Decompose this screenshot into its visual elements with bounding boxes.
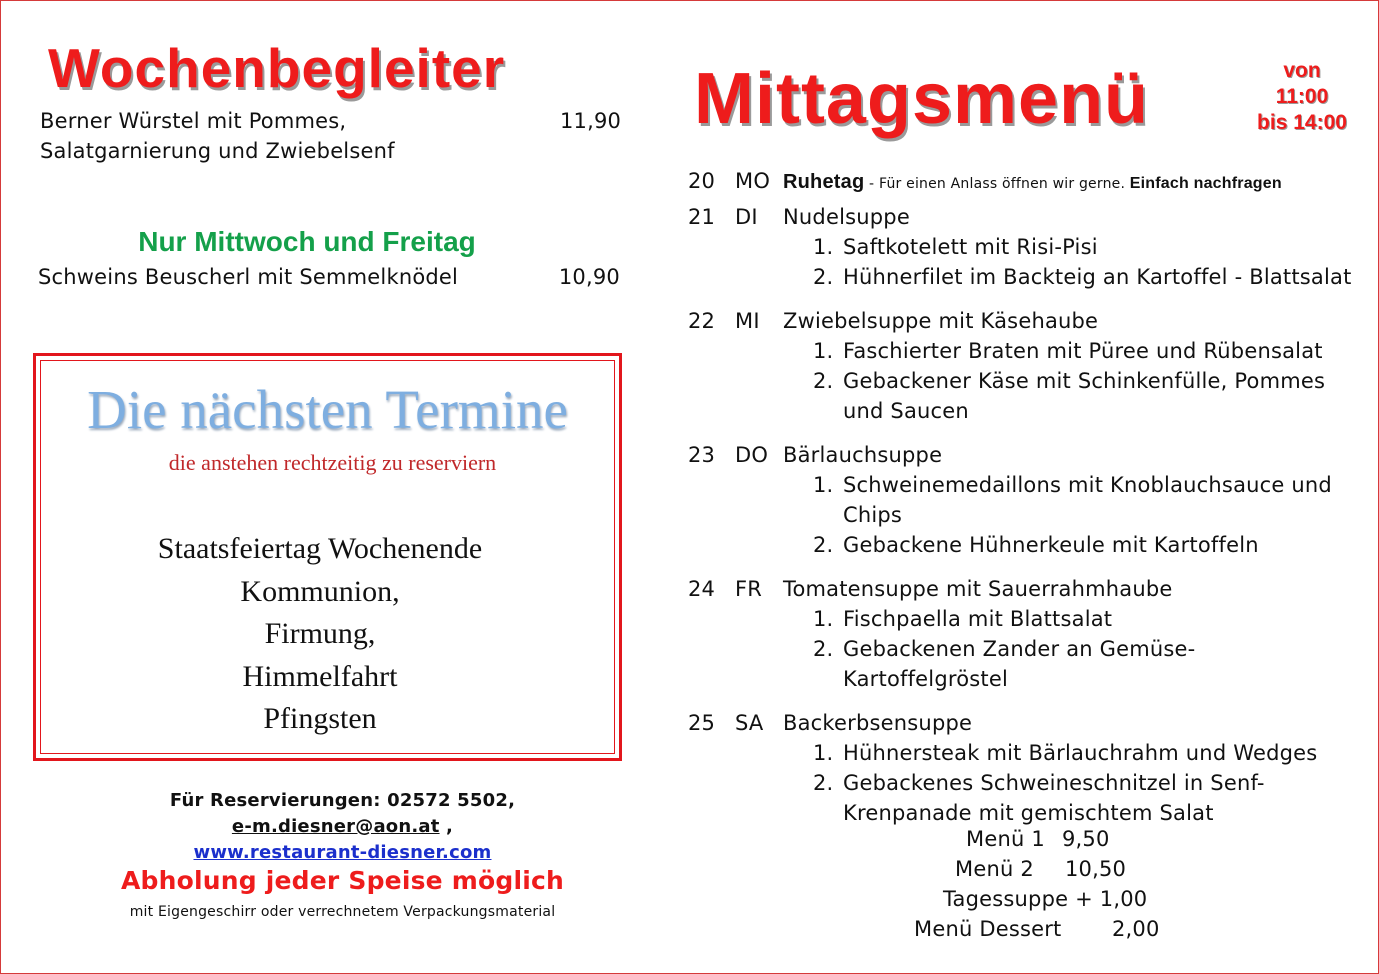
menu-item: 1. Faschierter Braten mit Püree und Rübensalat: [813, 339, 1323, 363]
closed-note: [783, 166, 1282, 199]
midweek-price: 10,90: [558, 265, 620, 289]
termine-list: [20, 528, 620, 741]
termine-event: Staatsfeiertag Wochenende: [157, 532, 483, 565]
termine-subtitle: die anstehen rechtzeitig zu reserviern: [168, 450, 497, 475]
closed-label: Ruhetag: [783, 171, 865, 193]
day-abbr: DI: [735, 205, 758, 229]
day-friday: [688, 574, 1368, 694]
day-number: 20: [688, 169, 716, 193]
day-soup: Nudelsuppe: [783, 205, 910, 229]
day-number: 23: [688, 443, 716, 467]
menu-item: 1. Schweinemedaillons mit Knoblauchsauce und Chips: [813, 473, 1332, 527]
price-list: [900, 824, 1180, 944]
price-label: Menü 1: [966, 827, 1045, 851]
price-value: 10,50: [1065, 857, 1127, 881]
price-label: Menü 2: [955, 857, 1034, 881]
pickup-title: Abholung jeder Speise möglich: [120, 866, 565, 895]
day-abbr: DO: [735, 443, 769, 467]
closed-ask: Einfach nachfragen: [1129, 175, 1282, 192]
closed-info: - Für einen Anlass öffnen wir gerne.: [864, 176, 1130, 192]
day-thursday: [688, 440, 1368, 560]
day-abbr: MI: [735, 309, 760, 333]
wochenbegleiter-title: Wochenbegleiter: [48, 37, 506, 99]
midweek-dish: Schweins Beuscherl mit Semmelknödel: [38, 265, 459, 289]
termine-event: Pfingsten: [263, 702, 377, 735]
termine-event: Kommunion,: [240, 574, 400, 608]
menu-item: 2. Gebackenes Schweineschnitzel in Senf-Krenpanade mit gemischtem Salat: [813, 771, 1265, 825]
hours-from-label: von: [1283, 59, 1321, 82]
termine-event: Himmelfahrt: [242, 659, 398, 693]
wochenbegleiter-dish: Berner Würstel mit Pommes, Salatgarnierung und Zwiebelsenf: [40, 109, 395, 163]
price-label: Menü Dessert: [914, 917, 1062, 941]
termine-title: Die nächsten Termine: [87, 379, 568, 440]
day-soup: Tomatensuppe mit Sauerrahmhaube: [783, 577, 1173, 601]
hours-to: bis 14:00: [1257, 111, 1347, 134]
email-link[interactable]: e-m.diesner@aon.at: [231, 816, 440, 837]
mittagsmenu-title: Mittagsmenü: [694, 59, 1150, 139]
day-tuesday: [688, 202, 1368, 292]
day-soup: Bärlauchsuppe: [783, 443, 943, 467]
reservation-info: [20, 788, 665, 866]
menu-item: 1. Hühnersteak mit Bärlauchrahm und Wedges: [813, 741, 1318, 765]
day-abbr: MO: [735, 169, 771, 193]
day-monday: [688, 166, 1368, 196]
termine-event: Firmung,: [264, 617, 376, 650]
menu-item: 2. Gebackene Hühnerkeule mit Kartoffeln: [813, 533, 1259, 557]
day-number: 21: [688, 205, 716, 229]
day-soup: Zwiebelsuppe mit Käsehaube: [783, 309, 1099, 333]
menu-item: 1. Saftkotelett mit Risi-Pisi: [813, 235, 1098, 259]
reservation-phone: Für Reservierungen: 02572 5502,: [169, 790, 516, 811]
price-value: 9,50: [1062, 827, 1110, 851]
pickup-note: mit Eigengeschirr oder verrechnetem Verpackungsmaterial: [129, 904, 556, 920]
day-saturday: [688, 708, 1368, 828]
day-wednesday: [688, 306, 1368, 426]
weekly-menu: [688, 166, 1368, 842]
wochenbegleiter-price: 11,90: [560, 109, 622, 133]
hours-from: 11:00: [1275, 85, 1329, 108]
day-soup: Backerbsensuppe: [783, 711, 973, 735]
day-number: 22: [688, 309, 716, 333]
price-value: 2,00: [1112, 917, 1160, 941]
menu-item: 2. Gebackener Käse mit Schinkenfülle, Pommes und Saucen: [813, 369, 1326, 423]
day-abbr: SA: [735, 711, 764, 735]
day-abbr: FR: [735, 577, 763, 601]
midweek-title: Nur Mittwoch und Freitag: [138, 226, 476, 257]
opening-hours: [1238, 58, 1366, 136]
menu-item: 2. Gebackenen Zander an Gemüse- Kartoffelgröstel: [813, 637, 1196, 691]
day-number: 24: [688, 577, 716, 601]
website-link[interactable]: www.restaurant-diesner.com: [193, 842, 492, 863]
email-suffix: ,: [439, 816, 454, 837]
soup-extra: Tagessuppe + 1,00: [943, 887, 1148, 911]
menu-item: 1. Fischpaella mit Blattsalat: [813, 607, 1113, 631]
day-number: 25: [688, 711, 716, 735]
menu-item: 2. Hühnerfilet im Backteig an Kartoffel - Blattsalat: [813, 265, 1352, 289]
